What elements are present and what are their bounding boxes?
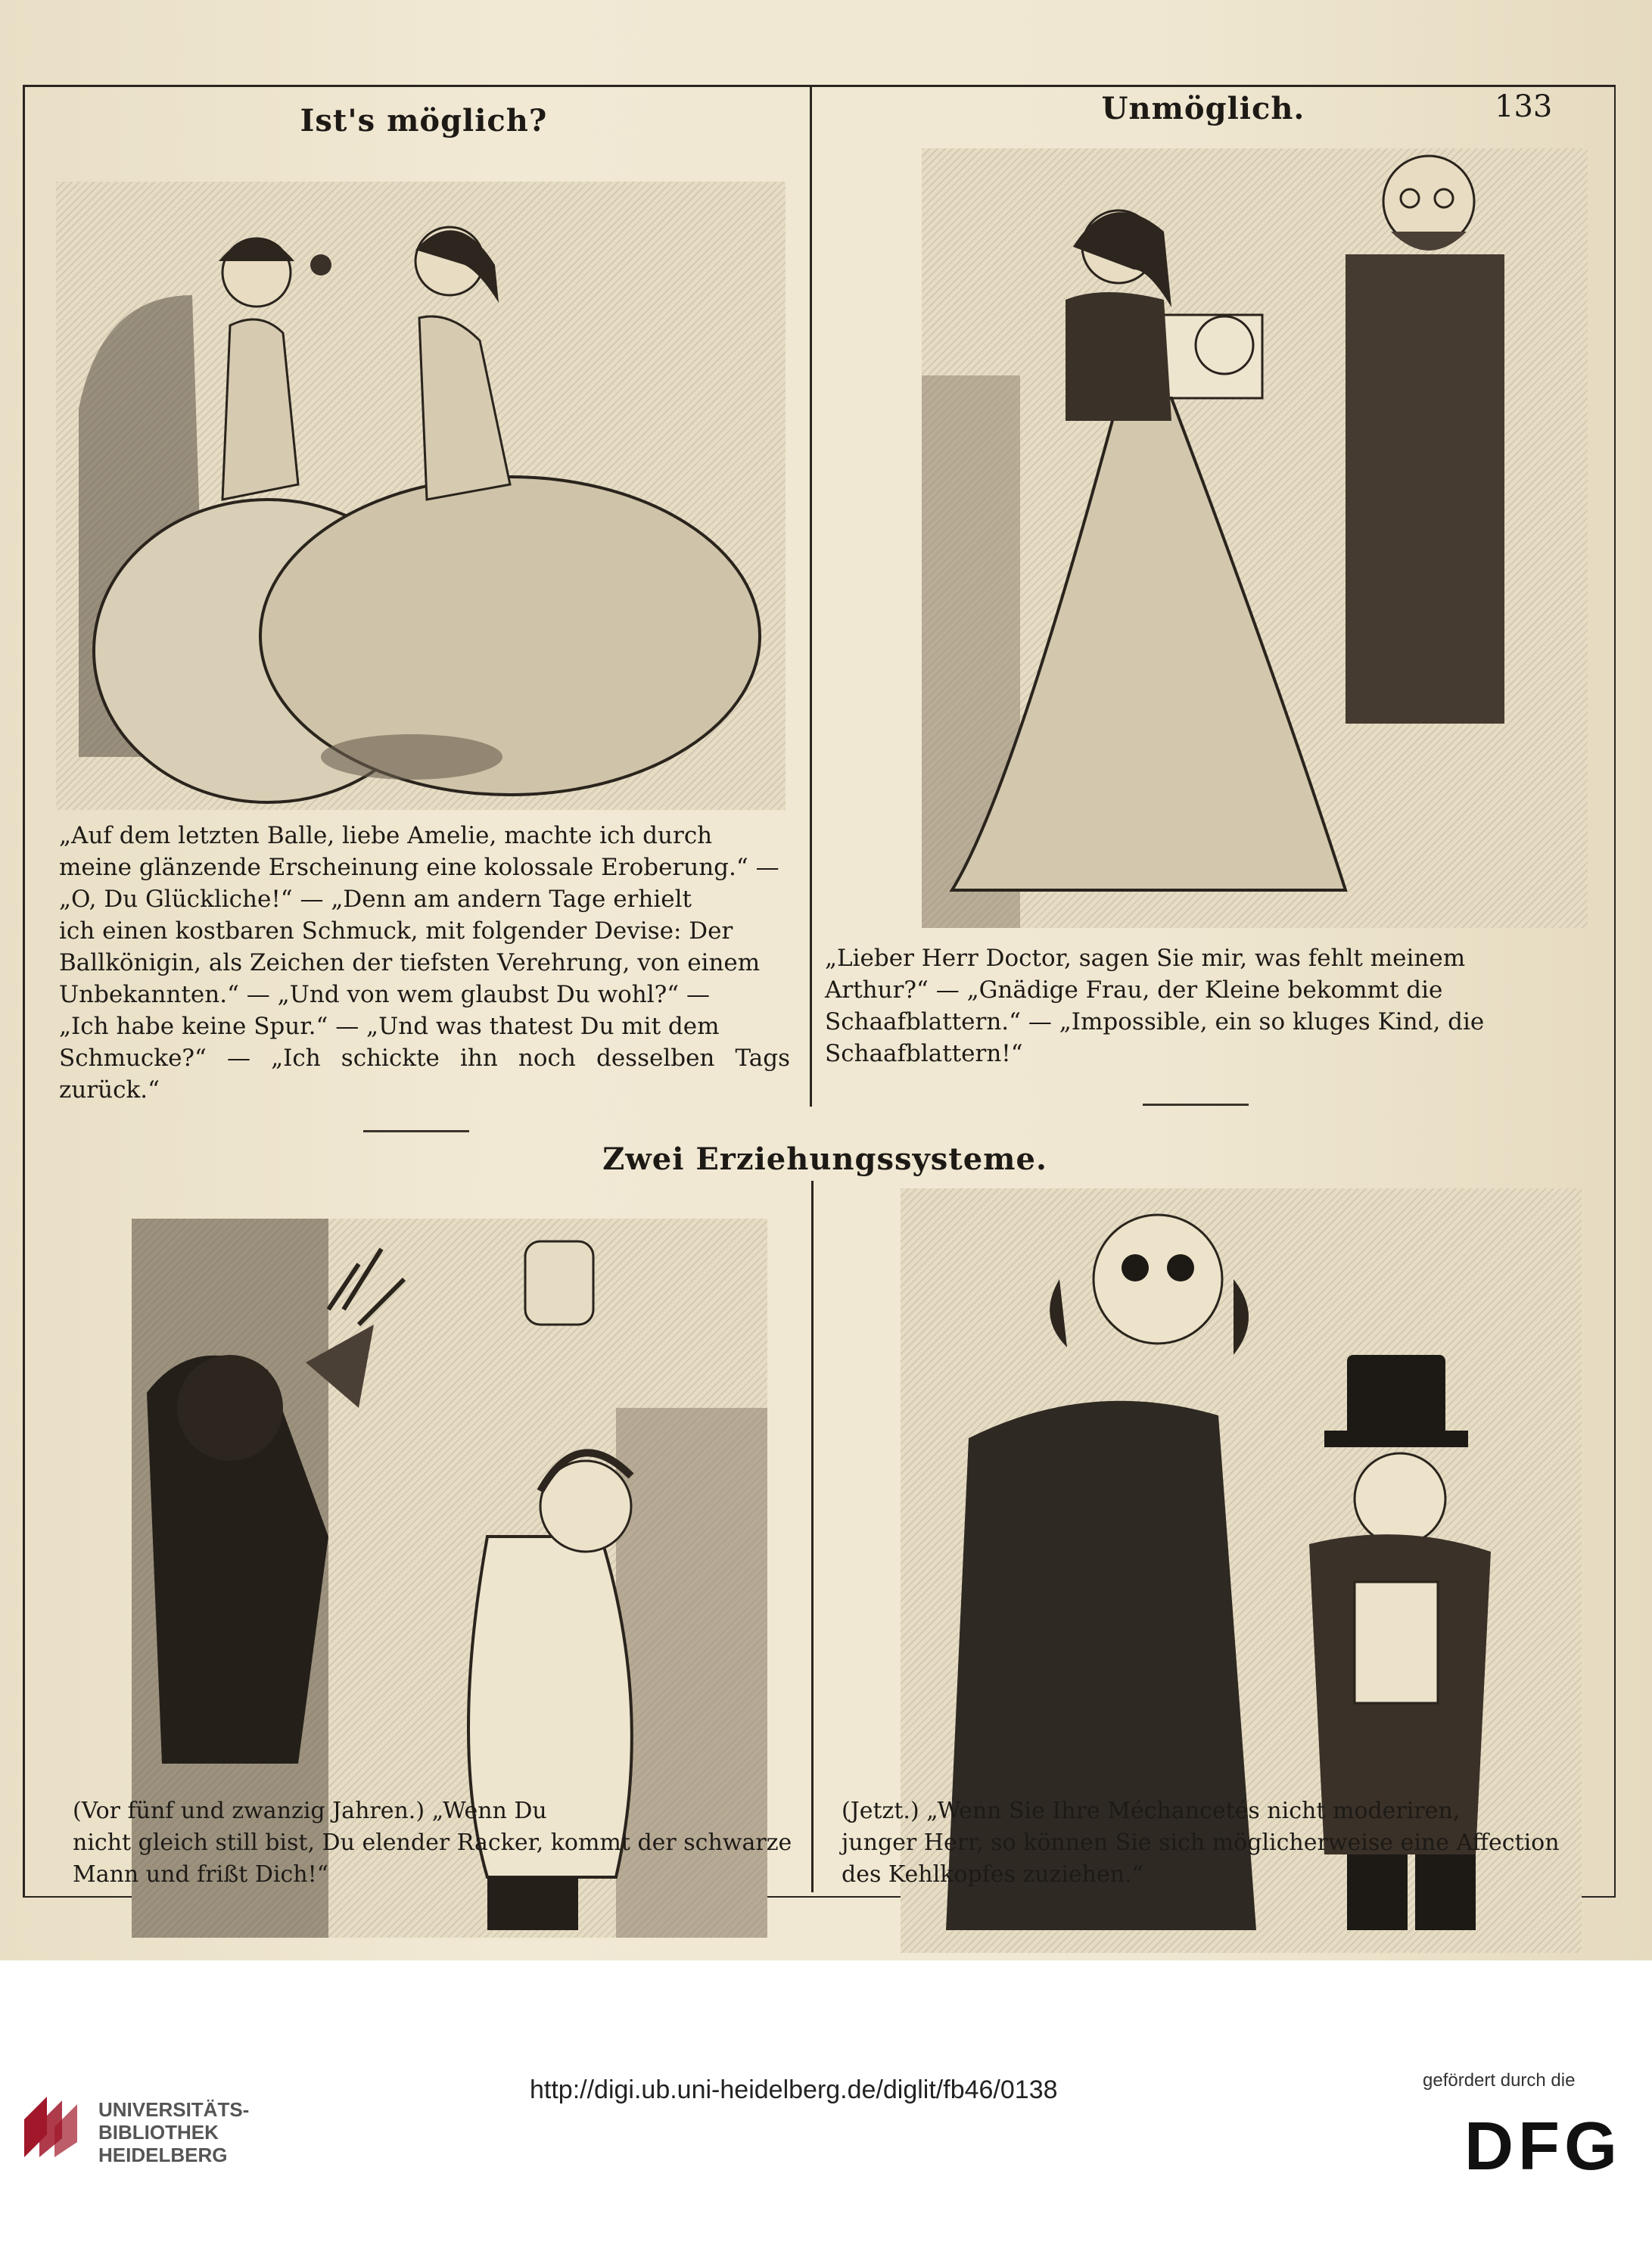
caption-line: (Jetzt.) „Wenn Sie Ihre Méchancetés nicht moderiren, [842,1798,1461,1824]
caption-line: (Vor fünf und zwanzig Jahren.) „Wenn Du [73,1798,547,1824]
caption-line: nicht gleich still bist, Du elender Racker, kommt der schwarze [73,1829,792,1856]
university-library-name [98,2098,249,2166]
illustration-mother-and-doctor-drawing [922,148,1588,928]
library-line: HEIDELBERG [98,2144,228,2166]
page-number: 133 [1495,89,1553,124]
caption-panel-1 [59,820,790,1106]
caption-line: Schmucke?“ — „Ich schickte ihn noch desselben Tags zurück.“ [59,1045,790,1104]
caption-line: Schaafblattern.“ — „Impossible, ein so kluges Kind, die [825,1008,1485,1035]
funded-by-label: gefördert durch die [1423,2070,1576,2091]
caption-line: Mann und frißt Dich!“ [73,1861,328,1888]
caption-line: ich einen kostbaren Schmuck, mit folgender Devise: Der [59,917,733,945]
library-line: BIBLIOTHEK [98,2121,219,2144]
illustration-two-ladies-drawing [56,182,786,810]
column-divider-top [810,85,812,1107]
column-divider-bottom [811,1181,814,1892]
caption-line: des Kehlkopfes zuziehen.“ [842,1861,1143,1888]
panel-title-unmoeglich: Unmöglich. [1101,91,1305,126]
caption-line: Unbekannten.“ — „Und von wem glaubst Du wohl?“ — [59,981,710,1008]
caption-panel-3 [73,1795,799,1891]
source-url-link[interactable]: http://digi.ub.uni-heidelberg.de/diglit/fb46/0138 [530,2075,1058,2104]
university-library-logo-icon [17,2089,92,2165]
illustration-mother-and-doctor [922,148,1588,928]
caption-line: „Lieber Herr Doctor, sagen Sie mir, was fehlt meinem [825,945,1466,972]
section-rule-right [1143,1104,1249,1106]
caption-panel-4 [842,1795,1576,1891]
caption-panel-2 [825,942,1588,1070]
caption-line: „O, Du Glückliche!“ — „Denn am andern Tage erhielt [59,886,692,913]
section-rule-left [363,1130,469,1132]
caption-line: Arthur?“ — „Gnädige Frau, der Kleine bekommt die [825,976,1443,1004]
illustration-two-ladies [56,182,786,810]
caption-line: meine glänzende Erscheinung eine kolossale Eroberung.“ — [59,854,779,881]
caption-line: junger Herr, so können Sie sich möglicherweise eine Affection [842,1829,1560,1856]
caption-line: Schaafblattern!“ [825,1040,1023,1067]
panel-title-ists-moeglich: Ist's möglich? [300,103,548,139]
dfg-logo: DFG [1464,2109,1622,2184]
caption-line: „Ich habe keine Spur.“ — „Und was thatest Du mit dem [59,1013,720,1040]
caption-line: „Auf dem letzten Balle, liebe Amelie, machte ich durch [59,822,713,849]
section-title: Zwei Erziehungssysteme. [602,1141,1047,1177]
caption-line: Ballkönigin, als Zeichen der tiefsten Verehrung, von einem [59,949,761,976]
library-line: UNIVERSITÄTS- [98,2098,250,2121]
